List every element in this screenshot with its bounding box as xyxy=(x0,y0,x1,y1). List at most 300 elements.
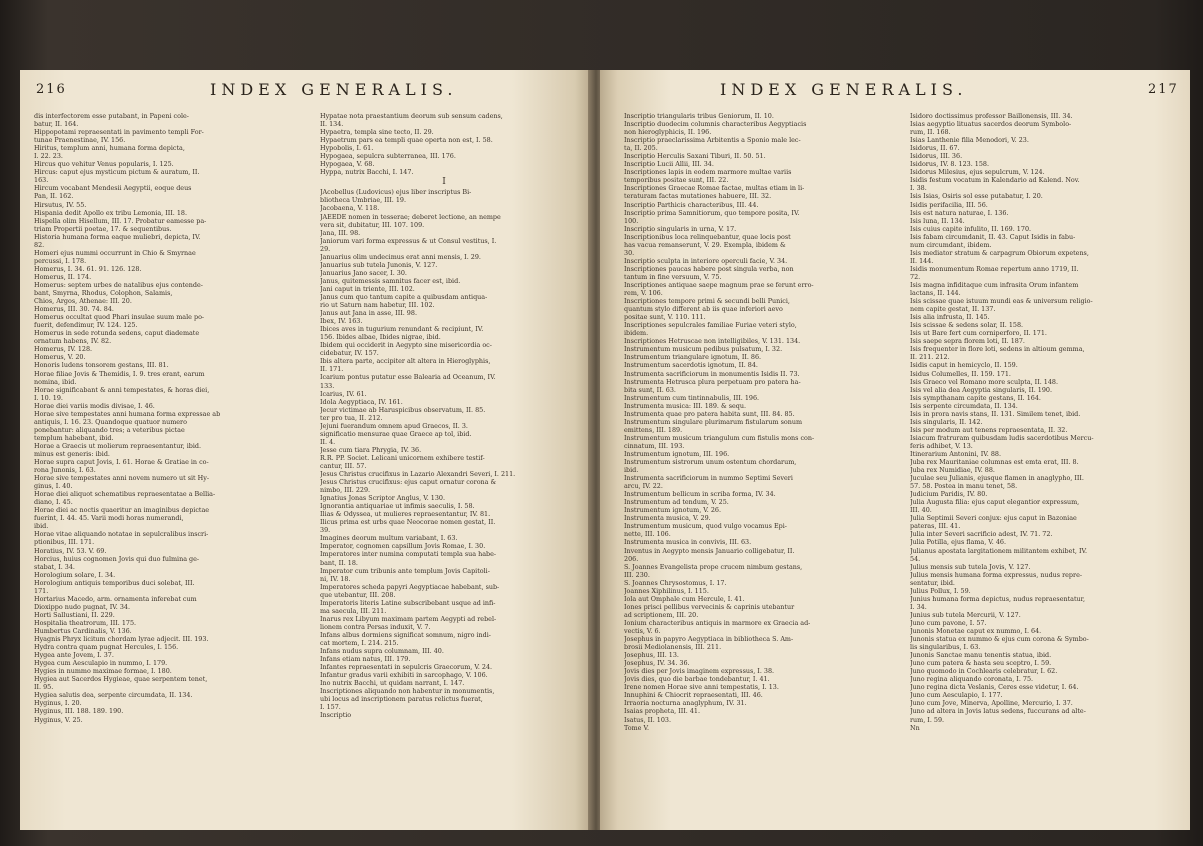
index-entry-line: II. 171. xyxy=(320,365,344,374)
index-entry-line: Isis Graeco vel Romano more sculpta, II. 148. xyxy=(910,377,1059,386)
index-entry-line: 82. xyxy=(34,240,45,249)
index-entry-line: Icarium pontus putatur esse Balearia ad Oceanum, IV. xyxy=(320,373,496,382)
index-entry-line: Hircum vocabant Mendesii Aegyptii, eoque deus xyxy=(34,184,192,193)
right-column-1 xyxy=(624,112,872,732)
index-entry-line: Infans nudus supra columnam, III. 40. xyxy=(320,647,444,656)
index-entry-line: Hiritus, templum anni, humana forma depicta, xyxy=(34,144,185,153)
index-entry-line: Jana, III. 98. xyxy=(320,228,361,237)
index-entry-line: Jejuni fuerandum omnem apud Graecos, II. 3. xyxy=(320,421,468,430)
index-entry-line: Homeri ejus nummi occurrunt in Chio & Smyrnae xyxy=(34,248,196,257)
index-entry-line: Jani caput in triente, III. 102. xyxy=(320,284,415,293)
index-entry-line: Julia Augusta filia: ejus caput elegantior expressum, xyxy=(910,498,1080,507)
index-entry-line: Hypobolis, I. 61. xyxy=(320,144,374,153)
index-entry-line: Inscriptio Parthicis characteribus, III. 44. xyxy=(624,200,759,209)
index-entry-line: lis singularibus, I. 63. xyxy=(910,643,981,652)
index-entry-line: Janiorum vari forma expressus & ut Consul vestitus, I. xyxy=(320,236,497,245)
right-page xyxy=(600,70,1190,830)
index-entry-line: Isidis festum vocatum in Kalendario ad Kalend. Nov. xyxy=(910,176,1080,185)
index-entry-line: Instrumentum bellicum in scriba forma, IV. 34. xyxy=(624,490,776,499)
index-entry-line: Inscriptio Herculis Saxani Tiburi, II. 50. 51. xyxy=(624,152,766,161)
index-entry-line: Isis Isias, Osiris sol esse putabatur, I. 20. xyxy=(910,192,1043,201)
left-column-1 xyxy=(34,112,282,724)
index-entry-line: Inscriptio Lucii Allii, III. 34. xyxy=(624,160,714,169)
index-entry-line: Juba rex Numidiae, IV. 88. xyxy=(910,466,995,475)
index-entry-line: Isidis caput in hemicyclo, II. 159. xyxy=(910,361,1018,370)
index-entry-line: quantum stylo different ab iis quae inferiori aevo xyxy=(624,305,783,314)
index-entry-line: Instrumentum musicum triangulum cum fistulis mons con- xyxy=(624,433,815,442)
index-entry-line: Juno cum pavone, I. 57. xyxy=(910,618,987,627)
index-entry-line: Inscriptionibus loca relinquebantur, quae locis post xyxy=(624,232,791,241)
index-entry-line: minus est generis: ibid. xyxy=(34,449,110,458)
index-entry-line: ma saecula, III. 211. xyxy=(320,606,387,615)
index-entry-line: Hyppa, nutrix Bacchi, I. 147. xyxy=(320,168,414,177)
index-entry-line: Jesse cum tiara Phrygia, IV. 36. xyxy=(320,445,422,454)
index-entry-line: Inscriptiones sepulcrales familiae Furiae veteri stylo, xyxy=(624,321,797,330)
index-entry-line: Isis mediator stratum & carpagrum Obiorum expetens, xyxy=(910,248,1089,257)
index-entry-line: Isidorus Milesius, ejus sepulcrum, V. 124. xyxy=(910,168,1045,177)
index-entry-line: num circumdant, ibidem. xyxy=(910,240,992,249)
index-entry-line: nomina, ibid. xyxy=(34,377,77,386)
index-entry-line: ubi locus ad inscriptionem paratus relictus fuerat, xyxy=(320,695,483,704)
index-entry-line: Homerus in sede rotunda sedens, caput diademate xyxy=(34,329,200,338)
index-entry-line: Instrumenta quae pro patera habita sunt, III. 84. 85. xyxy=(624,409,795,418)
right-column-2 xyxy=(910,112,1158,732)
index-entry-line: Jovis dies per Jovis imaginem expressus, I. 38. xyxy=(624,667,775,676)
index-entry-line: Infans etiam natus, III. 179. xyxy=(320,655,411,664)
index-entry-line: 72. xyxy=(910,272,921,281)
index-entry-line: batur, II. 164. xyxy=(34,120,79,129)
index-entry-line: bant, Smyrna, Rhodus, Colophon, Salamis, xyxy=(34,289,173,298)
index-entry-line: Juba rex Mauritaniae columnas est emta erat, III. 8. xyxy=(910,458,1079,467)
index-entry-line: Nn xyxy=(910,723,920,732)
index-entry-line: Instrumenta sacrificiorum in nummo Septimi Severi xyxy=(624,474,793,483)
index-entry-line: S. Joannes Chrysostomus, I. 17. xyxy=(624,578,727,587)
index-entry-line: vera sit, dubitatur, III. 107. 109. xyxy=(320,220,425,229)
index-entry-line: sentatur, ibid. xyxy=(910,578,955,587)
index-entry-line: triam Propertii poetae, 17. & sequentibus. xyxy=(34,224,172,233)
index-entry-line: 156. Ibides albae, Ibides nigrae, ibid. xyxy=(320,333,441,342)
index-entry-line: cat mortem, I. 214. 215. xyxy=(320,639,399,647)
index-entry-line: Isias aegyptio lituatus sacerdos deorum Symbolo- xyxy=(910,120,1072,129)
index-entry-line: Instrumentum musicum pedibus pulsatum, I. 32. xyxy=(624,345,783,354)
index-entry-line: nem capite gestat, II. 137. xyxy=(910,305,996,314)
index-entry-line: nette, III. 106. xyxy=(624,530,671,539)
index-entry-line: Instrumentum ad tendum, V. 25. xyxy=(624,498,729,507)
index-entry-line: Horae a Graecis ut molierum repraesentantur, ibid. xyxy=(34,441,202,450)
index-entry-line: Icarius, IV. 61. xyxy=(320,389,367,398)
index-entry-line: Inscriptio sculpta in interiore operculi facie, V. 34. xyxy=(624,256,788,265)
index-entry-line: Jovis dies, quo die barbae tondebantur, I. 41. xyxy=(624,675,770,684)
index-entry-line: que utebantur, III. 208. xyxy=(320,590,396,599)
index-entry-line: cidebatur, IV. 157. xyxy=(320,349,379,358)
index-entry-line: arcu, IV. 22. xyxy=(624,482,663,491)
index-entry-line: Imperatores scheda papyri Aegyptiacae habebant, sub- xyxy=(320,582,500,591)
index-entry-line: I xyxy=(442,177,446,188)
index-entry-line: Homerus, IV. 128. xyxy=(34,345,93,354)
index-entry-line: Isis scissae quae istuum mundi eas & universum religio- xyxy=(910,297,1093,306)
index-entry-line: Juno regina aliquando coronata, I. 75. xyxy=(910,675,1034,684)
index-entry-line: Isis sympthanam capite gestans, II. 164. xyxy=(910,393,1041,402)
index-entry-line: Instrumenta musica in convivis, III. 63. xyxy=(624,538,752,547)
index-entry-line: Horatius, IV. 53. V. 69. xyxy=(34,546,107,555)
index-entry-line: Junius sub tutela Mercurii, V. 127. xyxy=(910,610,1021,619)
index-entry-line: Isis cuius capite infulito, II. 169. 170. xyxy=(910,224,1032,233)
index-entry-line: Januarius olim undecimus erat anni mensis, I. 29. xyxy=(320,252,481,261)
index-entry-line: Inscriptio triangularis tribus Geniorum, II. 10. xyxy=(624,112,774,120)
index-entry-line: Inscriptio singularis in urna, V. 17. xyxy=(624,224,737,233)
index-entry-line: Ionium characteribus antiquis in marmore ex Graecia ad- xyxy=(624,618,811,627)
index-entry-line: Ibex, IV. 163. xyxy=(320,317,363,326)
index-entry-line: Hyagnis Phryx licitum chordam lyrae adjecit. III. 193. xyxy=(34,635,209,644)
index-entry-line: Junius humana forma depictus, nudus repraesentatur, xyxy=(910,594,1086,603)
index-entry-line: JAEEDE nomen in tesserae; deberet lectione, an nempe xyxy=(320,212,501,221)
index-entry-line: Horae diei variis modis divisae, I. 46. xyxy=(34,401,155,410)
index-entry-line: Jecur victimae ab Haruspicibus observatum, II. 85. xyxy=(320,405,486,414)
index-entry-line: Tome V. xyxy=(624,723,650,732)
index-entry-line: Homerus: septem urbes de natalibus ejus contende- xyxy=(34,280,203,289)
index-entry-line: I. 38. xyxy=(910,184,927,193)
index-entry-line: rem, V. 106. xyxy=(624,289,663,298)
index-entry-line: Inscriptio praeclarissima Arbitentis a Sponio male lec- xyxy=(624,136,801,145)
index-entry-line: lactans, II. 144. xyxy=(910,289,961,298)
index-entry-line: stabat, I. 34. xyxy=(34,562,75,571)
index-entry-line: tunae Praenestinae, IV. 156. xyxy=(34,136,126,145)
index-entry-line: Hyginus, I. 20. xyxy=(34,699,82,708)
index-entry-line: Isidis monumentum Romae repertum anno 1719, II. xyxy=(910,264,1079,273)
index-entry-line: II. 134. xyxy=(320,120,344,129)
index-entry-line: Isis scissae & sedens solar, II. 158. xyxy=(910,321,1024,330)
index-entry-line: Innuphini & Chiocrit repraesentati, III. 46. xyxy=(624,691,763,700)
index-entry-line: Horae sive tempestates anni novem numero ut sit Hy- xyxy=(34,474,209,483)
index-entry-line: Ino nutrix Bacchi, ut quidam narrant, I. 147. xyxy=(320,679,465,688)
index-entry-line: Isidorus, III. 36. xyxy=(910,152,963,161)
index-entry-line: II. 211. 212. xyxy=(910,353,950,362)
index-entry-line: Homerus, V. 20. xyxy=(34,353,86,362)
index-entry-line: nimbo, III. 229. xyxy=(320,486,371,495)
index-entry-line: Inscriptiones aliquando non habentur in monumentis, xyxy=(320,687,495,696)
index-entry-line: Jesus Christus crucifixus in Lazario Alexandri Severi, I. 211. xyxy=(320,470,516,479)
index-entry-line: Isaias propheta, III. 41. xyxy=(624,707,701,716)
index-entry-line: Hortarius Macedo, arm. ornamenta inferebat cum xyxy=(34,594,197,603)
index-entry-line: ponebantur: aliquando tres; a veteribus pictae xyxy=(34,425,185,434)
index-entry-line: Jesus Christus crucifixus: ejus caput ornatur corona & xyxy=(320,478,497,487)
left-page-header: INDEX GENERALIS. xyxy=(210,80,458,99)
index-entry-line: 133. xyxy=(320,381,335,390)
index-entry-line: Isis alia infrusta, II. 145. xyxy=(910,313,990,322)
index-entry-line: III. 230. xyxy=(624,570,650,579)
index-entry-line: Julius mensis sub tutela Jovis, V. 127. xyxy=(910,562,1031,571)
index-entry-line: 30. xyxy=(624,248,635,257)
index-entry-line: bant, II. 18. xyxy=(320,558,358,567)
index-entry-line: Isis in prora navis stans, II. 131. Similem tenet, ibid. xyxy=(910,409,1081,418)
index-entry-line: Isis luna, II. 134. xyxy=(910,216,965,225)
index-entry-line: Isis fabam circumdanit, II. 43. Caput Isidis in fabu- xyxy=(910,232,1076,241)
index-entry-line: Josephus, IV. 34. 36. xyxy=(624,659,690,668)
index-entry-line: Pan, II. 162. xyxy=(34,192,74,201)
index-entry-line: Juno cum Aesculapio, I. 177. xyxy=(910,691,1003,700)
index-entry-line: bita sunt, II. 63. xyxy=(624,385,676,394)
index-entry-line: Hippopotami repraesentati in pavimento templi For- xyxy=(34,128,204,137)
index-entry-line: bliotheca Umbriae, III. 19. xyxy=(320,196,407,205)
index-entry-line: ad scriptionem, III. 20. xyxy=(624,610,699,619)
index-entry-line: Iones prisci pellibus vervecinis & caprinis utebantur xyxy=(624,602,795,611)
index-entry-line: Januarius sub tutela Junonis, V. 127. xyxy=(320,260,438,269)
index-entry-line: dis interfectorem esse putabant, in Papeni cole- xyxy=(34,112,189,120)
left-column-2 xyxy=(320,112,568,719)
index-entry-line: Julianus apostata largitationem militantem exhibet, IV. xyxy=(910,546,1088,555)
index-entry-line: III. 40. xyxy=(910,506,932,515)
index-entry-line: Juno regina dicta Veslanis, Ceres esse videtur, I. 64. xyxy=(910,683,1079,692)
index-entry-line: Hypogaea, V. 68. xyxy=(320,160,375,169)
index-entry-line: Homerus occultat quod Phari insulae suum male po- xyxy=(34,313,205,322)
index-entry-line: 171. xyxy=(34,586,49,595)
index-entry-line: significatio mensurae quae Graece ap tol, ibid. xyxy=(320,429,472,438)
index-entry-line: ginus, I. 40. xyxy=(34,482,73,491)
index-entry-line: Dioxippo nudo pugnat, IV. 34. xyxy=(34,602,131,611)
index-entry-line: Instrumentum cum tintinnabulis, III. 196. xyxy=(624,393,760,402)
index-entry-line: Instrumentum musicum, quod vulgo vocamus Epi- xyxy=(624,522,787,531)
index-entry-line: Hircus quo vehitur Venus popularis, I. 125. xyxy=(34,160,174,169)
index-entry-line: Instrumentum triangulare ignotum, II. 86. xyxy=(624,353,762,362)
index-entry-line: 39. xyxy=(320,526,331,535)
index-entry-line: Inscriptio duodecim columnis characteribus Aegyptiacis xyxy=(624,120,807,129)
index-entry-line: Humbertus Cardinalis, V. 136. xyxy=(34,627,132,635)
index-entry-line: temporibus positae sunt, III. 22. xyxy=(624,176,729,185)
index-entry-line: ibid. xyxy=(624,466,639,475)
index-entry-line: tantum in fine versuum, V. 75. xyxy=(624,272,722,281)
index-entry-line: Ilicus prima est urbs quae Neocorae nomen gestat, II. xyxy=(320,518,496,527)
index-entry-line: has vacua remanserunt, V. 29. Exempla, ibidem & xyxy=(624,240,786,249)
index-entry-line: Isis frequenter in flore loti, sedens in altioum gemma, xyxy=(910,345,1085,354)
index-entry-line: cinnatum, III. 193. xyxy=(624,441,685,450)
index-entry-line: Hygies in nummo maximae formae, I. 180. xyxy=(34,667,172,676)
index-entry-line: Horcius, huius cognomen Jovis qui duo fulmina ge- xyxy=(34,554,200,563)
index-entry-line: Inscriptiones lapis in eodem marmore multae variis xyxy=(624,168,792,177)
index-entry-line: Imperator, cognomen capsillum Jovis Romae, I. 30. xyxy=(320,542,486,551)
index-entry-line: Janus aut Jana in asse, III. 98. xyxy=(320,309,417,318)
index-entry-line: Hygea cum Aesculapio in nummo, I. 179. xyxy=(34,659,168,668)
index-entry-line: Ibidem qui occiderit in Aegypto sine misericordia oc- xyxy=(320,341,492,350)
index-entry-line: Isis per modum aut tenens repraesentata, II. 32. xyxy=(910,425,1068,434)
index-entry-line: Instrumenta musica, V. 29. xyxy=(624,514,711,523)
index-entry-line: Januarius Jano sacer, I. 30. xyxy=(320,268,407,277)
index-entry-line: Imperator cum tribunis ante templum Jovis Capitoli- xyxy=(320,566,490,575)
index-entry-line: Janus cum quo tantum capite a quibusdam antiqua- xyxy=(320,292,488,301)
index-entry-line: Horae vitae aliquando notatae in sepulcralibus inscri- xyxy=(34,530,209,539)
index-entry-line: 206. xyxy=(624,554,639,563)
index-entry-line: Imperatoris literis Latine subscribebant usque ad infi- xyxy=(320,598,496,607)
index-entry-line: JAcobellus (Ludovicus) ejus liber inscriptus Bi- xyxy=(320,188,472,197)
index-entry-line: emittens, III. 189. xyxy=(624,425,683,434)
right-page-header: INDEX GENERALIS. xyxy=(720,80,968,99)
index-entry-line: fuerint, I. 44. 45. Varii modi horas numerandi, xyxy=(34,514,184,523)
right-page-number: 217 xyxy=(1148,82,1179,97)
index-entry-line: II. 4. xyxy=(320,437,336,446)
left-page xyxy=(20,70,592,830)
index-entry-line: Ignorantia antiquariae ut infimis saeculis, I. 58. xyxy=(320,502,475,511)
index-entry-line: templum habebant, ibid. xyxy=(34,433,114,442)
index-entry-line: Hypaetrum pars ea templi quae operta non est, I. 58. xyxy=(320,136,493,145)
index-entry-line: I. 22. 23. xyxy=(34,152,63,161)
index-entry-line: Juno quomodo in Cochlearis celebratur, I. 62. xyxy=(910,667,1058,676)
index-entry-line: Ibis altera parte, accipiter alt altera in Hieroglyphis, xyxy=(320,357,491,366)
index-entry-line: Instrumentum ignotum, V. 26. xyxy=(624,506,722,515)
index-entry-line: Iola aut Omphale cum Hercule, I. 41. xyxy=(624,594,745,603)
index-entry-line: Horae sive tempestates anni humana forma expressae ab xyxy=(34,409,221,418)
index-entry-line: Horae diei aliquot schematibus repraesentatae a Bellia- xyxy=(34,490,216,499)
index-entry-line: Infans albus dormiens significat somnum, nigro indi- xyxy=(320,630,491,639)
index-entry-line: Hypatae nota praestantium deorum sub sensum cadens, xyxy=(320,112,503,120)
index-entry-line: Infantur gradus varii exhibiti in sarcophago, V. 106. xyxy=(320,671,488,680)
index-entry-line: ibid. xyxy=(34,522,49,531)
index-entry-line: Junonis statua ex nummo & ejus cum corona & Symbo- xyxy=(910,635,1089,644)
index-entry-line: Inscriptiones tempore primi & secundi belli Punici, xyxy=(624,297,790,306)
index-entry-line: Hypaetra, templa sine tecto, II. 29. xyxy=(320,128,434,137)
index-entry-line: 57. 58. Postea in manu tenet, 58. xyxy=(910,482,1018,491)
index-entry-line: Inscriptiones antiquae saepe magnum prae se ferunt erro- xyxy=(624,280,814,289)
index-entry-line: Horti Sallustiani, II. 229. xyxy=(34,610,115,619)
index-entry-line: Isis saepe sepra florem loti, II. 187. xyxy=(910,337,1025,346)
index-entry-line: Imagines deorum multum variabant, I. 63. xyxy=(320,534,458,543)
index-entry-line: S. Joannes Evangelista prope crucem nimbum gestans, xyxy=(624,562,803,571)
index-entry-line: Isidorus, II. 67. xyxy=(910,144,960,153)
index-entry-line: Infantes repraesentati in sepulcris Graecorum, V. 24. xyxy=(320,663,493,672)
index-entry-line: Julia Septimii Severi conjux: ejus caput in Bazoniae xyxy=(910,514,1077,523)
index-entry-line: rio ut Saturn nam habetur, III. 102. xyxy=(320,301,435,310)
index-entry-line: Ibices aves in tugurium renundant & recipiunt, IV. xyxy=(320,325,484,334)
index-entry-line: vectis, V. 6. xyxy=(624,627,661,635)
index-entry-line: Horae diei ac noctis quaeritur an imaginibus depictae xyxy=(34,506,210,515)
index-entry-line: Hygiea salutis dea, serpente circumdata, II. 134. xyxy=(34,691,193,700)
index-entry-line: Instrumentum sistrorum unum ostentum chordarum, xyxy=(624,458,797,467)
index-entry-line: I. 157. xyxy=(320,703,341,712)
index-entry-line: Juculae seu Julianis, ejusque flamen in anaglypho, III. xyxy=(910,474,1084,483)
index-entry-line: Horae filiae Jovis & Themidis, I. 9. tres erant, earum xyxy=(34,369,205,378)
index-entry-line: 163. xyxy=(34,176,49,185)
index-entry-line: Homerus, II. 174. xyxy=(34,272,92,281)
index-entry-line: Idola Aegyptiaca, IV. 161. xyxy=(320,397,403,406)
index-entry-line: Honoris ludens tonsorem gestans, III. 81. xyxy=(34,361,169,370)
index-entry-line: Instrumentum sacerdotis ignotum, II. 84. xyxy=(624,361,758,370)
index-entry-line: Isis magna infiditaque cum infrasita Orum infantem xyxy=(910,280,1079,289)
index-entry-line: Isis ut Bare fert cum corniperforo, II. 171. xyxy=(910,329,1047,338)
index-entry-line: Instrumentum singulare plurimarum fistularum sonum xyxy=(624,417,803,426)
index-entry-line: Juno ad altera in Jovis latus sedens, fuccurans ad alte- xyxy=(910,707,1086,716)
index-entry-line: Hispania dedit Apollo ex tribu Lemonia, III. 18. xyxy=(34,208,188,217)
index-entry-line: Inscriptio xyxy=(320,711,352,720)
index-entry-line: Irraoria nocturna anaglyphum, IV. 31. xyxy=(624,699,747,708)
index-entry-line: Hospitalia theatrorum, III. 175. xyxy=(34,618,137,627)
index-entry-line: I. 10. 19. xyxy=(34,393,63,402)
index-entry-line: positae sunt, V. 110. 111. xyxy=(624,313,706,322)
index-entry-line: Isidis perifacilia, III. 56. xyxy=(910,200,988,209)
index-entry-line: 100. xyxy=(624,216,639,225)
index-entry-line: rum, I. 59. xyxy=(910,715,945,724)
index-entry-line: Julius Pollux, I. 59. xyxy=(910,586,971,595)
index-entry-line: I. 34. xyxy=(910,602,927,611)
index-entry-line: Juno cum Jove, Minerva, Apolline, Mercurio, I. 37. xyxy=(910,699,1073,708)
index-entry-line: ta, II. 205. xyxy=(624,144,658,153)
index-entry-line: Isis singularis, II. 142. xyxy=(910,417,983,426)
index-entry-line: Josephus in papyro Aegyptiaca in bibliotheca S. Am- xyxy=(624,635,794,644)
index-entry-line: ornatum habens, IV. 82. xyxy=(34,337,112,346)
index-entry-line: Inventus in Aegypto mensis Januario colligebatur, II. xyxy=(624,546,795,555)
index-entry-line: Horae significabant & anni tempestates, & horas diei, xyxy=(34,385,210,394)
index-entry-line: Junonis Sanctae manu tenentis statua, ibid. xyxy=(910,651,1052,660)
index-entry-line: Inarus rex Libyum maximam partem Aegypti ad rebel- xyxy=(320,614,497,623)
index-entry-line: rum, II. 168. xyxy=(910,128,951,137)
index-entry-line: Inscriptiones Hetruscae non intelligibiles, V. 131. 134. xyxy=(624,337,801,346)
index-entry-line: Hirsutus, IV. 55. xyxy=(34,200,87,209)
index-entry-line: Itinerarium Antonini, IV. 88. xyxy=(910,449,1001,458)
index-entry-line: Hypogaea, sepulcra subterranea, III. 176. xyxy=(320,152,456,161)
index-entry-line: ter pro tua, II. 212. xyxy=(320,413,383,422)
index-entry-line: Homerus, I. 34. 61. 91. 126. 128. xyxy=(34,264,142,273)
index-entry-line: percussi, I. 178. xyxy=(34,256,87,265)
index-entry-line: Hydra contra quam pugnat Hercules, I. 156. xyxy=(34,643,179,652)
index-entry-line: Juno cum patera & hasta seu sceptro, I. 59. xyxy=(910,659,1052,668)
index-entry-line: Isidus Columelles, II. 159. 171. xyxy=(910,369,1011,378)
index-entry-line: Instrumenta musica: III. 189. & sequ. xyxy=(624,401,747,410)
index-entry-line: Historia humana forma eaque muliebri, depicta, IV. xyxy=(34,232,201,241)
index-entry-line: ni, IV. 18. xyxy=(320,574,351,583)
index-entry-line: Joannes Xiphilinus, I. 115. xyxy=(624,586,709,595)
index-entry-line: non hieroglyphicis, II. 196. xyxy=(624,128,712,137)
index-entry-line: ptionibus, III. 171. xyxy=(34,538,95,547)
index-entry-line: Hircus: caput ejus mysticum pictum & auratum, II. xyxy=(34,168,200,177)
index-entry-line: Isidoro doctissimus professor Baillonensis, III. 34. xyxy=(910,112,1073,120)
index-entry-line: Isiacum fratruram quibusdam ludis sacerdotibus Mercu- xyxy=(910,433,1094,442)
index-entry-line: Junonis Monetae caput ex nummo, I. 64. xyxy=(910,627,1042,635)
index-entry-line: Ignatius Jonas Scriptor Anglus, V. 130. xyxy=(320,494,445,503)
index-entry-line: Hygiea aut Sacerdos Hygieae, quae serpentem tenet, xyxy=(34,675,208,684)
index-entry-line: Julia inter Severi sacrificio adest, IV. 71. 72. xyxy=(910,530,1053,539)
index-entry-line: Janus, quitemessis samnitus facer est, ibid. xyxy=(320,276,461,285)
index-entry-line: II. 95. xyxy=(34,683,54,692)
index-entry-line: Jacobaena, V. 118. xyxy=(320,204,380,213)
index-entry-line: Imperatores inter numina computati templa sua habe- xyxy=(320,550,497,559)
index-entry-line: Irene nomen Horae sive anni tempestatis, I. 13. xyxy=(624,683,779,692)
index-entry-line: Isatus, II. 103. xyxy=(624,715,671,724)
index-entry-line: feris adhibet, V. 13. xyxy=(910,441,973,450)
index-entry-line: Josephus, III. 13. xyxy=(624,651,679,660)
index-entry-line: II. 144. xyxy=(910,256,934,265)
index-entry-line: pateras, III. 41. xyxy=(910,522,961,531)
index-entry-line: Horae supra caput Jovis, I. 61. Horae & Gratiae in co- xyxy=(34,458,209,467)
index-entry-line: Hyginus, III. 188. 189. 190. xyxy=(34,707,124,716)
index-entry-line: Instrumenta sacrificiorum in monumentis Isidis II. 73. xyxy=(624,369,800,378)
index-entry-line: teraturam factas mutationes habuere, III. 32. xyxy=(624,192,772,201)
index-entry-line: Chios, Argos, Athenae: III. 20. xyxy=(34,297,132,306)
index-entry-line: Instrumentum ignotum, III. 196. xyxy=(624,449,730,458)
index-entry-line: fuerit, defendimur, IV. 124. 125. xyxy=(34,321,138,330)
index-entry-line: Hygea ante Jovem, I. 37. xyxy=(34,651,114,660)
index-entry-line: Ilias & Odyssea, ut mulieres repraesentantur, IV. 81. xyxy=(320,510,491,519)
index-entry-line: Isias Lanthenie filia Menodori, V. 23. xyxy=(910,136,1029,145)
index-entry-line: 54. xyxy=(910,554,921,563)
index-entry-line: Isis serpente circumdata, II. 134. xyxy=(910,401,1018,410)
index-entry-line: Judicium Paridis, IV. 80. xyxy=(910,490,988,499)
index-entry-line: Inscriptio prima Samnitiorum, quo tempore posita, IV. xyxy=(624,208,800,217)
index-entry-line: Homerus, III. 30. 74. 84. xyxy=(34,305,114,314)
index-entry-line: brosii Mediolanensis, III. 211. xyxy=(624,643,722,652)
index-entry-line: cantur, III. 57. xyxy=(320,461,367,470)
index-entry-line: lionem contra Persas induxit, V. 7. xyxy=(320,622,431,631)
index-entry-line: R.R. PP. Societ. Lelicani unicornem exhibere testif- xyxy=(320,453,485,462)
index-entry-line: Julia Potilla, ejus flama, V. 46. xyxy=(910,538,1006,547)
index-entry-line: diano, I. 45. xyxy=(34,498,73,507)
index-entry-line: Isis vel alia dea Aegyptia singularis, II. 190. xyxy=(910,385,1053,394)
